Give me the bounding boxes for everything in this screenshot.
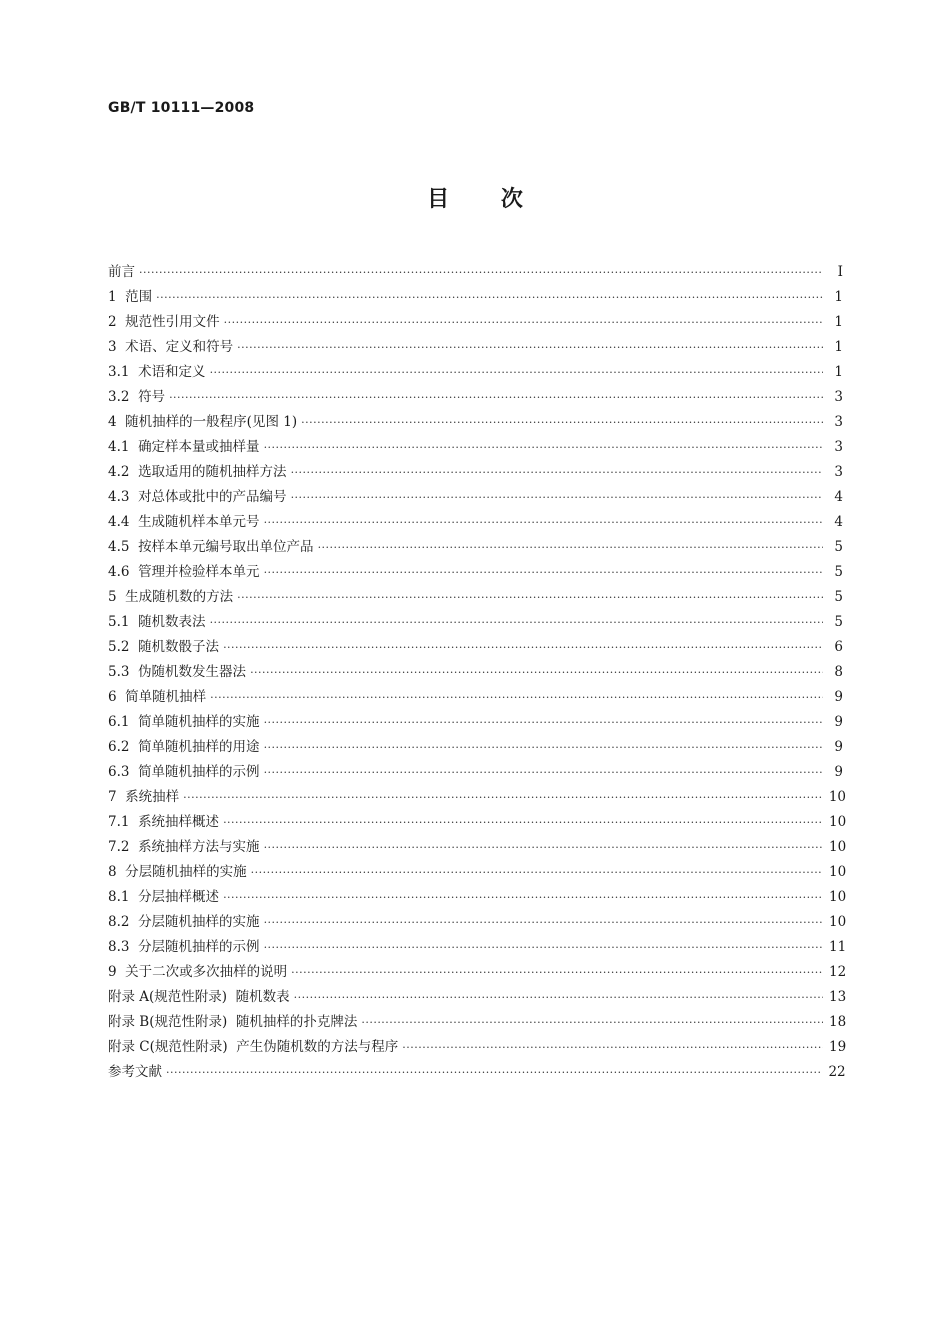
toc-entry-number: 4.1: [108, 439, 139, 455]
toc-dot-leader: [183, 785, 823, 810]
toc-entry-page: 5: [834, 539, 843, 555]
toc-dot-leader: [223, 810, 823, 835]
toc-entry-number: 6.3: [108, 764, 139, 780]
toc-entry-number: 9: [108, 964, 126, 980]
toc-entry-page: 8: [834, 664, 843, 680]
toc-dot-leader: [402, 1035, 823, 1060]
toc-entry-title: 随机抽样的一般程序(见图 1): [125, 414, 298, 430]
toc-entry-page: 9: [834, 689, 843, 705]
toc-entry-number: 7.2: [108, 839, 139, 855]
toc-entry-page: 6: [834, 639, 843, 655]
toc-entry[interactable]: [108, 935, 847, 960]
toc-entry-title: 规范性引用文件: [125, 314, 220, 330]
toc-entry-title: 系统抽样方法与实施: [138, 839, 260, 855]
toc-entry-number: 6: [108, 689, 126, 705]
toc-entry-page: 10: [828, 789, 847, 805]
toc-entry-page: 3: [834, 414, 843, 430]
toc-dot-leader: [264, 710, 823, 735]
toc-entry[interactable]: [108, 785, 847, 810]
toc-entry[interactable]: [108, 860, 847, 885]
toc-entry-title: 符号: [138, 389, 166, 405]
toc-entry-page: 9: [834, 764, 843, 780]
toc-entry-page: 22: [828, 1064, 846, 1080]
toc-dot-leader: [251, 860, 823, 885]
toc-entry-title: 术语、定义和符号: [125, 339, 234, 355]
toc-entry-number: 7.1: [108, 814, 139, 830]
toc-entry-page: Ⅰ: [837, 264, 843, 280]
toc-entry-page: 12: [829, 964, 847, 980]
toc-entry-title: 对总体或批中的产品编号: [138, 489, 287, 505]
toc-entry[interactable]: [108, 910, 847, 935]
toc-dot-leader: [210, 685, 823, 710]
toc-entry-page: 1: [834, 314, 843, 330]
toc-entry-number: 3.2: [108, 389, 139, 405]
toc-entry-title: 参考文献: [108, 1064, 162, 1080]
toc-entry[interactable]: [108, 260, 843, 285]
toc-entry-page: 1: [834, 339, 843, 355]
toc-entry-page: 10: [829, 889, 847, 905]
toc-entry[interactable]: [108, 885, 847, 910]
toc-dot-leader: [139, 260, 823, 285]
toc-entry[interactable]: [108, 410, 843, 435]
toc-dot-leader: [169, 385, 823, 410]
toc-entry-page: 4: [834, 489, 843, 505]
toc-entry-number: 6.2: [108, 739, 139, 755]
toc-dot-leader: [264, 835, 823, 860]
toc-dot-leader: [291, 960, 823, 985]
toc-dot-leader: [291, 460, 823, 485]
toc-dot-leader: [264, 760, 823, 785]
toc-entry-number: 5.2: [108, 639, 139, 655]
toc-entry[interactable]: [108, 1060, 846, 1085]
toc-dot-leader: [301, 410, 823, 435]
toc-entry[interactable]: [108, 685, 843, 710]
toc-entry-page: 10: [829, 814, 847, 830]
toc-entry[interactable]: [108, 635, 843, 660]
toc-entry-title: 系统抽样: [125, 789, 180, 805]
toc-entry-title: 按样本单元编号取出单位产品: [138, 539, 314, 555]
toc-entry-number: 5: [108, 589, 126, 605]
toc-entry-title: 附录 A(规范性附录) 随机数表: [108, 989, 290, 1005]
toc-entry-title: 分层随机抽样的实施: [138, 914, 260, 930]
toc-entry-number: 7: [108, 789, 126, 805]
toc-dot-leader: [250, 660, 823, 685]
toc-entry-title: 简单随机抽样的示例: [138, 764, 260, 780]
toc-dot-leader: [318, 535, 823, 560]
toc-entry-title: 关于二次或多次抽样的说明: [125, 964, 288, 980]
toc-dot-leader: [264, 435, 823, 460]
toc-entry-title: 确定样本量或抽样量: [138, 439, 260, 455]
toc-entry[interactable]: [108, 660, 843, 685]
toc-entry[interactable]: [108, 835, 847, 860]
toc-dot-leader: [264, 510, 823, 535]
toc-dot-leader: [264, 935, 823, 960]
toc-entry[interactable]: [108, 560, 843, 585]
toc-entry-number: 3.1: [108, 364, 139, 380]
toc-dot-leader: [210, 360, 823, 385]
toc-entry-number: 8.3: [108, 939, 139, 955]
toc-entry[interactable]: [108, 485, 843, 510]
toc-dot-leader: [361, 1010, 823, 1035]
toc-dot-leader: [264, 735, 823, 760]
toc-entry-number: 2: [108, 314, 126, 330]
toc-entry-title: 随机数表法: [138, 614, 206, 630]
toc-entry-page: 5: [834, 564, 843, 580]
toc-entry[interactable]: [108, 335, 843, 360]
toc-entry-number: 5.1: [108, 614, 139, 630]
toc-entry-page: 9: [834, 714, 843, 730]
toc-entry[interactable]: [108, 610, 843, 635]
toc-entry-page: 10: [829, 839, 847, 855]
toc-entry[interactable]: [108, 535, 843, 560]
toc-dot-leader: [264, 560, 823, 585]
toc-dot-leader: [156, 285, 823, 310]
toc-entry-title: 管理并检验样本单元: [138, 564, 260, 580]
toc-entry[interactable]: [108, 585, 843, 610]
toc-entry-number: 4.4: [108, 514, 139, 530]
toc-dot-leader: [210, 610, 823, 635]
toc-entry-title: 术语和定义: [138, 364, 206, 380]
toc-entry[interactable]: [108, 960, 847, 985]
toc-entry[interactable]: [108, 360, 843, 385]
toc-entry-title: 前言: [108, 264, 135, 280]
toc-entry-title: 分层随机抽样的实施: [125, 864, 247, 880]
toc-entry-number: 4: [108, 414, 126, 430]
toc-entry-number: 4.6: [108, 564, 139, 580]
toc-dot-leader: [237, 335, 823, 360]
toc-entry-title: 生成随机数的方法: [125, 589, 234, 605]
toc-entry-title: 随机数骰子法: [138, 639, 220, 655]
toc-entry[interactable]: [108, 1010, 847, 1035]
toc-entry-page: 1: [834, 364, 843, 380]
toc-entry[interactable]: [108, 985, 847, 1010]
toc-entry-page: 19: [829, 1039, 847, 1055]
toc-entry-number: 8.1: [108, 889, 139, 905]
toc-entry-page: 5: [834, 614, 843, 630]
toc-entry[interactable]: [108, 435, 843, 460]
toc-entry-number: 4.2: [108, 464, 139, 480]
toc-entry-page: 18: [829, 1014, 847, 1030]
toc-entry[interactable]: [108, 810, 847, 835]
toc-entry-page: 1: [834, 289, 843, 305]
toc-entry-page: 11: [829, 939, 847, 955]
toc-entry[interactable]: [108, 735, 843, 760]
table-of-contents: [108, 260, 847, 1085]
toc-entry-number: 6.1: [108, 714, 139, 730]
toc-dot-leader: [294, 985, 823, 1010]
toc-entry-page: 10: [829, 864, 847, 880]
standard-code: GB/T 10111—2008: [108, 100, 255, 116]
toc-entry-title: 简单随机抽样: [125, 689, 207, 705]
toc-entry-number: 3: [108, 339, 126, 355]
toc-dot-leader: [166, 1060, 822, 1085]
toc-entry-number: 8: [108, 864, 126, 880]
toc-entry[interactable]: [108, 710, 843, 735]
toc-dot-leader: [264, 910, 823, 935]
toc-entry-page: 13: [829, 989, 847, 1005]
toc-entry-page: 3: [834, 464, 843, 480]
toc-entry-title: 附录 B(规范性附录) 随机抽样的扑克牌法: [108, 1014, 358, 1030]
toc-entry-title: 伪随机数发生器法: [138, 664, 247, 680]
toc-dot-leader: [291, 485, 823, 510]
toc-entry-title: 简单随机抽样的实施: [138, 714, 260, 730]
toc-entry[interactable]: [108, 1035, 847, 1060]
toc-entry-page: 3: [834, 389, 843, 405]
toc-entry-title: 附录 C(规范性附录) 产生伪随机数的方法与程序: [108, 1039, 399, 1055]
toc-entry-page: 10: [829, 914, 847, 930]
toc-entry-number: 5.3: [108, 664, 139, 680]
toc-entry[interactable]: [108, 760, 843, 785]
toc-entry[interactable]: [108, 460, 843, 485]
toc-entry-number: 8.2: [108, 914, 139, 930]
toc-entry-title: 简单随机抽样的用途: [138, 739, 260, 755]
toc-entry-title: 选取适用的随机抽样方法: [138, 464, 287, 480]
toc-dot-leader: [223, 885, 823, 910]
toc-title: 目 次: [427, 187, 523, 212]
toc-entry-title: 系统抽样概述: [138, 814, 220, 830]
toc-entry-number: 4.5: [108, 539, 139, 555]
toc-dot-leader: [223, 635, 823, 660]
toc-entry-number: 1: [108, 289, 126, 305]
toc-dot-leader: [237, 585, 823, 610]
toc-entry-number: 4.3: [108, 489, 139, 505]
toc-entry[interactable]: [108, 510, 843, 535]
toc-entry[interactable]: [108, 310, 843, 335]
toc-dot-leader: [224, 310, 823, 335]
toc-entry-page: 4: [834, 514, 843, 530]
toc-entry-page: 3: [834, 439, 843, 455]
toc-entry[interactable]: [108, 385, 843, 410]
toc-entry-title: 范围: [125, 289, 153, 305]
toc-entry-title: 分层抽样概述: [138, 889, 220, 905]
toc-entry-page: 9: [834, 739, 843, 755]
toc-entry-title: 生成随机样本单元号: [138, 514, 260, 530]
toc-entry-page: 5: [834, 589, 843, 605]
toc-entry-title: 分层随机抽样的示例: [138, 939, 260, 955]
toc-entry[interactable]: [108, 285, 843, 310]
